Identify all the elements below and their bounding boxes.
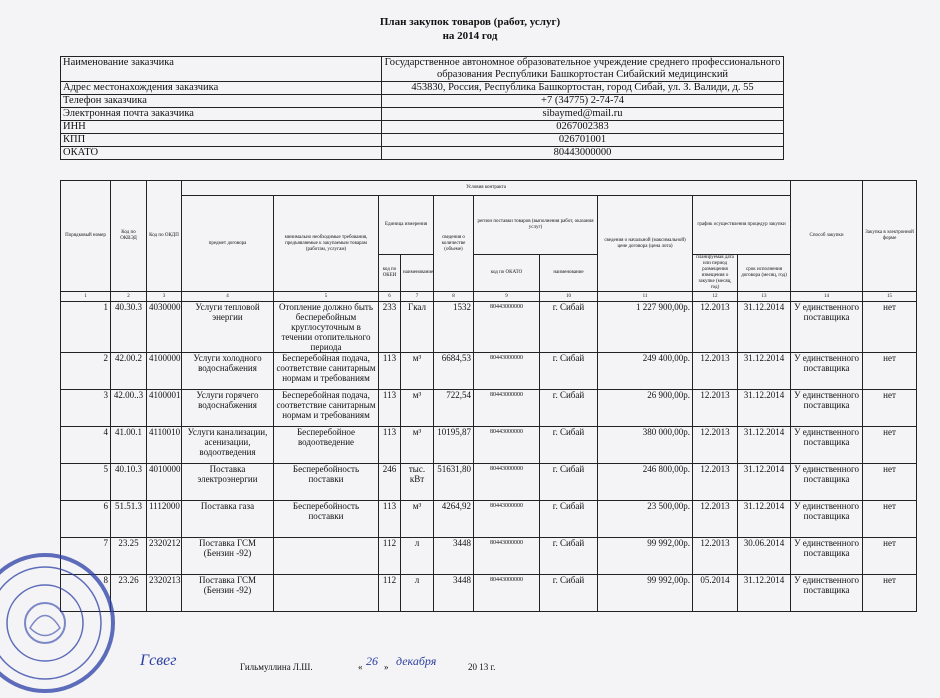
- info-row: [61, 121, 784, 134]
- table-cell: 249 400,00р.: [598, 353, 693, 390]
- table-cell: 12.2013: [693, 353, 738, 390]
- table-cell: 380 000,00р.: [598, 427, 693, 464]
- col-unit: Единица измерения: [379, 196, 434, 255]
- table-cell: Бесперебойность поставки: [274, 464, 379, 501]
- column-number: 15: [863, 292, 917, 302]
- table-cell: 12.2013: [693, 464, 738, 501]
- table-cell: 4110010: [147, 427, 182, 464]
- table-row: [61, 464, 917, 501]
- table-cell: 4: [61, 427, 111, 464]
- table-cell: У единственного поставщика: [791, 501, 863, 538]
- table-cell: Услуги холодного водоснабжения: [182, 353, 274, 390]
- table-cell: л: [401, 538, 434, 575]
- table-cell: нет: [863, 353, 917, 390]
- table-cell: 51631,80: [434, 464, 474, 501]
- column-number: 2: [111, 292, 147, 302]
- signature-icon: Гсвег: [140, 652, 177, 669]
- column-number: 7: [401, 292, 434, 302]
- table-cell: 12.2013: [693, 427, 738, 464]
- col-num: Порядковый номер: [61, 181, 111, 292]
- table-cell: Услуги канализации, асенизации, водоотведения: [182, 427, 274, 464]
- col-method: Способ закупки: [791, 181, 863, 292]
- table-row: [61, 302, 917, 353]
- info-label: Адрес местонахождения заказчика: [61, 82, 382, 95]
- table-cell: 51.51.3: [111, 501, 147, 538]
- col-price: сведения о начальной (максимальной) цене договора (цена лота): [598, 196, 693, 292]
- col-unit-name: наименование: [401, 255, 434, 292]
- table-cell: 1 227 900,00р.: [598, 302, 693, 353]
- table-cell: Поставка газа: [182, 501, 274, 538]
- table-cell: Бесперебойное водоотведение: [274, 427, 379, 464]
- col-okved: Код по ОКВЭД: [111, 181, 147, 292]
- table-cell: 41.00.1: [111, 427, 147, 464]
- table-cell: 2320212: [147, 538, 182, 575]
- table-cell: 80443000000: [474, 538, 540, 575]
- column-number: 3: [147, 292, 182, 302]
- table-cell: нет: [863, 538, 917, 575]
- table-cell: 4264,92: [434, 501, 474, 538]
- info-value: 80443000000: [382, 147, 784, 160]
- table-cell: 113: [379, 353, 401, 390]
- date-day: 26: [366, 654, 378, 668]
- table-cell: г. Сибай: [540, 302, 598, 353]
- table-cell: 23.26: [111, 575, 147, 612]
- table-cell: 1532: [434, 302, 474, 353]
- table-row: [61, 538, 917, 575]
- column-number: 13: [738, 292, 791, 302]
- table-cell: нет: [863, 302, 917, 353]
- table-cell: Бесперебойная подача, соответствие санитарным нормам и требованиям: [274, 390, 379, 427]
- info-label: ОКАТО: [61, 147, 382, 160]
- table-cell: 31.12.2014: [738, 427, 791, 464]
- table-cell: 30.06.2014: [738, 538, 791, 575]
- date-year: 20 13 г.: [468, 662, 496, 672]
- date-close-quote: »: [384, 662, 389, 672]
- table-cell: 4010000: [147, 464, 182, 501]
- table-cell: 80443000000: [474, 464, 540, 501]
- table-cell: 23 500,00р.: [598, 501, 693, 538]
- table-cell: У единственного поставщика: [791, 353, 863, 390]
- table-cell: 6: [61, 501, 111, 538]
- table-cell: 8: [61, 575, 111, 612]
- table-cell: г. Сибай: [540, 464, 598, 501]
- col-plan-date: планируемая дата или период размещения извещения о закупке (месяц, год): [693, 255, 738, 292]
- table-cell: 10195,87: [434, 427, 474, 464]
- info-label: Телефон заказчика: [61, 95, 382, 108]
- info-value: +7 (34775) 2-74-74: [382, 95, 784, 108]
- table-cell: 112: [379, 538, 401, 575]
- page-subtitle: на 2014 год: [442, 30, 498, 42]
- table-row: [61, 427, 917, 464]
- table-cell: У единственного поставщика: [791, 538, 863, 575]
- table-cell: У единственного поставщика: [791, 302, 863, 353]
- info-value: sibaymed@mail.ru: [382, 108, 784, 121]
- table-cell: м³: [401, 501, 434, 538]
- table-cell: нет: [863, 501, 917, 538]
- col-subject: предмет договора: [182, 196, 274, 292]
- stamp-seal-icon: [0, 548, 120, 698]
- table-cell: У единственного поставщика: [791, 575, 863, 612]
- table-cell: Бесперебойность поставки: [274, 501, 379, 538]
- column-number: 14: [791, 292, 863, 302]
- table-cell: 12.2013: [693, 538, 738, 575]
- column-number: 8: [434, 292, 474, 302]
- table-cell: г. Сибай: [540, 353, 598, 390]
- table-cell: м³: [401, 427, 434, 464]
- table-cell: 42.00..3: [111, 390, 147, 427]
- date-open-quote: «: [358, 662, 363, 672]
- table-cell: г. Сибай: [540, 390, 598, 427]
- table-cell: нет: [863, 390, 917, 427]
- table-cell: 80443000000: [474, 427, 540, 464]
- table-cell: 2: [61, 353, 111, 390]
- table-cell: 40.10.3: [111, 464, 147, 501]
- table-cell: 99 992,00р.: [598, 575, 693, 612]
- column-number: 4: [182, 292, 274, 302]
- table-cell: 4100000: [147, 353, 182, 390]
- column-number: 9: [474, 292, 540, 302]
- table-cell: [274, 575, 379, 612]
- col-terms: Условия контракта: [182, 181, 791, 196]
- table-cell: 05.2014: [693, 575, 738, 612]
- procurement-table: [60, 180, 917, 612]
- table-cell: м³: [401, 390, 434, 427]
- info-value: 0267002383: [382, 121, 784, 134]
- table-cell: 3: [61, 390, 111, 427]
- table-cell: 113: [379, 501, 401, 538]
- table-cell: 80443000000: [474, 302, 540, 353]
- page-title: План закупок товаров (работ, услуг): [379, 16, 561, 28]
- table-cell: 1112000: [147, 501, 182, 538]
- table-cell: г. Сибай: [540, 575, 598, 612]
- info-value: 453830, Россия, Республика Башкортостан, город Сибай, ул. З. Валиди, д. 55: [382, 82, 784, 95]
- column-number: 6: [379, 292, 401, 302]
- info-label: КПП: [61, 134, 382, 147]
- table-cell: г. Сибай: [540, 538, 598, 575]
- table-cell: тыс. кВт: [401, 464, 434, 501]
- column-number: 11: [598, 292, 693, 302]
- table-cell: 246 800,00р.: [598, 464, 693, 501]
- table-cell: 99 992,00р.: [598, 538, 693, 575]
- table-cell: 6684,53: [434, 353, 474, 390]
- table-cell: 80443000000: [474, 501, 540, 538]
- table-cell: 12.2013: [693, 302, 738, 353]
- table-cell: Поставка ГСМ (Бензин -92): [182, 575, 274, 612]
- info-row: [61, 147, 784, 160]
- table-cell: 31.12.2014: [738, 464, 791, 501]
- table-cell: л: [401, 575, 434, 612]
- table-cell: 42.00.2: [111, 353, 147, 390]
- table-cell: 722,54: [434, 390, 474, 427]
- table-cell: 31.12.2014: [738, 390, 791, 427]
- customer-info-table: [60, 56, 784, 160]
- table-cell: 246: [379, 464, 401, 501]
- col-end-date: срок исполнения договора (месяц, год): [738, 255, 791, 292]
- table-cell: У единственного поставщика: [791, 464, 863, 501]
- table-cell: Поставка электроэнергии: [182, 464, 274, 501]
- info-row: [61, 134, 784, 147]
- table-cell: 12.2013: [693, 390, 738, 427]
- table-row: [61, 575, 917, 612]
- col-schedule: график осуществления процедур закупки: [693, 196, 791, 255]
- table-cell: 80443000000: [474, 353, 540, 390]
- table-cell: 40.30.3: [111, 302, 147, 353]
- info-value: Государственное автономное образовательное учреждение среднего профессионального образования Республики Башкортостан Сибайский медицинский: [382, 57, 784, 82]
- table-cell: м³: [401, 353, 434, 390]
- table-cell: нет: [863, 575, 917, 612]
- table-cell: 3448: [434, 575, 474, 612]
- table-cell: У единственного поставщика: [791, 390, 863, 427]
- col-okato: код по ОКАТО: [474, 255, 540, 292]
- table-cell: 113: [379, 427, 401, 464]
- info-row: [61, 108, 784, 121]
- table-cell: 2320213: [147, 575, 182, 612]
- col-unit-code: код по ОКЕИ: [379, 255, 401, 292]
- info-value: 026701001: [382, 134, 784, 147]
- table-row: [61, 353, 917, 390]
- col-region-name: наименование: [540, 255, 598, 292]
- column-number: 10: [540, 292, 598, 302]
- col-electronic: Закупка в электронной форме: [863, 181, 917, 292]
- table-row: [61, 390, 917, 427]
- info-label: ИНН: [61, 121, 382, 134]
- date-month: декабря: [396, 654, 437, 668]
- table-cell: 31.12.2014: [738, 353, 791, 390]
- info-row: [61, 57, 784, 82]
- column-number: 5: [274, 292, 379, 302]
- table-cell: [274, 538, 379, 575]
- table-cell: 7: [61, 538, 111, 575]
- table-cell: Услуги тепловой энергии: [182, 302, 274, 353]
- table-cell: нет: [863, 427, 917, 464]
- col-requirements: минимально необходимые требования, предъявляемые к закупаемым товарам (работам, услугам): [274, 196, 379, 292]
- table-cell: 80443000000: [474, 575, 540, 612]
- table-cell: 31.12.2014: [738, 501, 791, 538]
- table-cell: У единственного поставщика: [791, 427, 863, 464]
- table-cell: Услуги горячего водоснабжения: [182, 390, 274, 427]
- column-number: 12: [693, 292, 738, 302]
- table-cell: г. Сибай: [540, 427, 598, 464]
- table-cell: 31.12.2014: [738, 575, 791, 612]
- table-cell: 4030000: [147, 302, 182, 353]
- table-cell: 5: [61, 464, 111, 501]
- table-cell: 112: [379, 575, 401, 612]
- table-row: [61, 501, 917, 538]
- col-qty: сведения о количестве (объеме): [434, 196, 474, 292]
- info-label: Электронная почта заказчика: [61, 108, 382, 121]
- table-cell: 3448: [434, 538, 474, 575]
- column-number: 1: [61, 292, 111, 302]
- table-cell: 4100001: [147, 390, 182, 427]
- info-row: [61, 82, 784, 95]
- col-okdp: Код по ОКДП: [147, 181, 182, 292]
- table-cell: 26 900,00р.: [598, 390, 693, 427]
- table-cell: Отопление должно быть бесперебойным круглосуточным в течении отопительного периода: [274, 302, 379, 353]
- table-cell: 12.2013: [693, 501, 738, 538]
- table-cell: Бесперебойная подача, соответствие санитарным нормам и требованиям: [274, 353, 379, 390]
- table-cell: Гкал: [401, 302, 434, 353]
- column-numbers-row: [61, 292, 917, 302]
- info-label: Наименование заказчика: [61, 57, 382, 82]
- table-cell: г. Сибай: [540, 501, 598, 538]
- table-cell: 233: [379, 302, 401, 353]
- col-region: регион поставки товаров (выполнения работ, оказания услуг): [474, 196, 598, 255]
- table-cell: 113: [379, 390, 401, 427]
- table-cell: 1: [61, 302, 111, 353]
- table-cell: нет: [863, 464, 917, 501]
- signer-name: Гильмуллина Л.Ш.: [240, 662, 313, 672]
- table-cell: 23.25: [111, 538, 147, 575]
- table-cell: 80443000000: [474, 390, 540, 427]
- info-row: [61, 95, 784, 108]
- table-cell: Поставка ГСМ (Бензин -92): [182, 538, 274, 575]
- table-cell: 31.12.2014: [738, 302, 791, 353]
